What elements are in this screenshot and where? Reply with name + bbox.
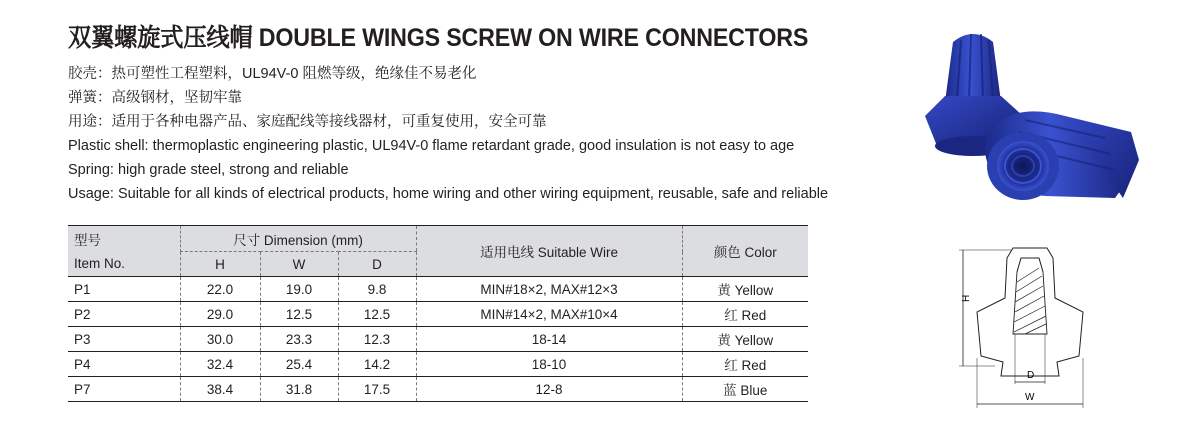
table-row — [68, 277, 808, 302]
page-title: 双翼螺旋式压线帽 DOUBLE WINGS SCREW ON WIRE CONNECTORS — [68, 24, 809, 52]
cell-d: 14.2 — [338, 352, 416, 377]
cell-h: 32.4 — [180, 352, 260, 377]
cell-h: 29.0 — [180, 302, 260, 327]
header-color: 颜色 Color — [682, 226, 808, 277]
cell-d: 12.5 — [338, 302, 416, 327]
header-wire: 适用电线 Suitable Wire — [416, 226, 682, 277]
header-item-en: Item No. — [68, 252, 180, 277]
desc-usage-en: Usage: Suitable for all kinds of electrical products, home wiring and other wiring equipment, reusable, safe and reliable — [68, 186, 829, 202]
cell-color: 黄 Yellow — [682, 327, 808, 352]
cell-color: 蓝 Blue — [682, 377, 808, 402]
table-row — [68, 302, 808, 327]
cell-h: 30.0 — [180, 327, 260, 352]
cell-h: 22.0 — [180, 277, 260, 302]
label-h: H — [961, 294, 972, 302]
cell-wire: MIN#18×2, MAX#12×3 — [416, 277, 682, 302]
label-d: D — [1027, 370, 1035, 381]
cell-item: P3 — [68, 327, 180, 352]
cell-d: 12.3 — [338, 327, 416, 352]
header-item-cn: 型号 — [68, 226, 180, 252]
cell-w: 31.8 — [260, 377, 338, 402]
label-w: W — [1025, 392, 1035, 403]
cell-color: 黄 Yellow — [682, 277, 808, 302]
desc-spring-cn: 弹簧：高级钢材，坚韧牢靠 — [68, 90, 242, 106]
cell-w: 25.4 — [260, 352, 338, 377]
header-dim-d: D — [338, 252, 416, 277]
spec-table — [68, 225, 808, 402]
cell-wire: 12-8 — [416, 377, 682, 402]
header-dimension: 尺寸 Dimension (mm) — [180, 226, 416, 252]
cell-item: P7 — [68, 377, 180, 402]
cell-color: 红 Red — [682, 302, 808, 327]
cell-color: 红 Red — [682, 352, 808, 377]
desc-shell-cn: 胶壳：热可塑性工程塑料，UL94V-0 阻燃等级，绝缘佳不易老化 — [68, 66, 477, 82]
table-header-row — [68, 226, 808, 252]
header-dim-h: H — [180, 252, 260, 277]
table-row — [68, 352, 808, 377]
cell-item: P1 — [68, 277, 180, 302]
cell-w: 23.3 — [260, 327, 338, 352]
blue-wire-connector-photo — [915, 20, 1155, 210]
desc-usage-cn: 用途：适用于各种电器产品、家庭配线等接线器材，可重复使用，安全可靠 — [68, 114, 547, 130]
description-block — [68, 64, 868, 208]
header-dim-w: W — [260, 252, 338, 277]
cell-d: 17.5 — [338, 377, 416, 402]
tilted-connector — [985, 111, 1139, 200]
desc-spring-en: Spring: high grade steel, strong and reliable — [68, 162, 349, 178]
cell-d: 9.8 — [338, 277, 416, 302]
cell-item: P2 — [68, 302, 180, 327]
cell-wire: 18-10 — [416, 352, 682, 377]
cell-item: P4 — [68, 352, 180, 377]
table-row — [68, 377, 808, 402]
connector-dimension-drawing — [955, 238, 1105, 418]
cell-wire: MIN#14×2, MAX#10×4 — [416, 302, 682, 327]
cell-h: 38.4 — [180, 377, 260, 402]
cell-w: 12.5 — [260, 302, 338, 327]
cell-w: 19.0 — [260, 277, 338, 302]
table-row — [68, 327, 808, 352]
cell-wire: 18-14 — [416, 327, 682, 352]
desc-shell-en: Plastic shell: thermoplastic engineering plastic, UL94V-0 flame retardant grade, good insulation is not easy to age — [68, 138, 795, 154]
